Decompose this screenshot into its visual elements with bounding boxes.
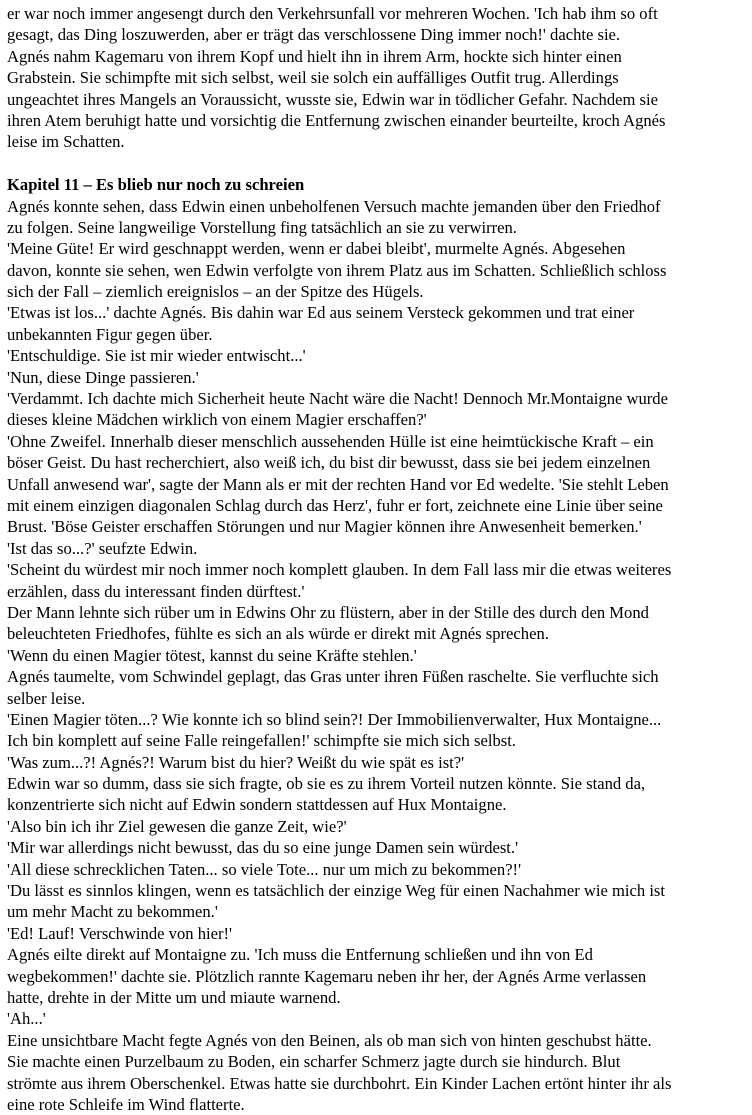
body-text-line: Brust. 'Böse Geister erschaffen Störungen und nur Magier können ihre Anwesenheit bemerken.'	[7, 517, 642, 537]
body-text-line: 'Scheint du würdest mir noch immer noch komplett glauben. In dem Fall lass mir die etwas weiteres	[7, 560, 672, 580]
body-text-line: beleuchteten Friedhofes, fühlte es sich an als würde er direkt mit Agnés sprechen.	[7, 624, 549, 644]
body-text-line: hatte, drehte in der Mitte um und miaute warnend.	[7, 987, 341, 1007]
body-text-line: Eine unsichtbare Macht fegte Agnés von den Beinen, als ob man sich von hinten geschubst hätte.	[7, 1030, 652, 1050]
body-text-line: 'Meine Güte! Er wird geschnappt werden, wenn er dabei bleibt', murmelte Agnés. Abgesehen	[7, 239, 626, 259]
body-text-line: 'Einen Magier töten...? Wie konnte ich so blind sein?! Der Immobilienverwalter, Hux Montaigne...	[7, 709, 662, 729]
body-text-line: Agnés taumelte, vom Schwindel geplagt, das Gras unter ihren Füßen raschelte. Sie verfluchte sich	[7, 667, 659, 687]
intro-paragraph	[7, 3, 747, 153]
intro-text-line: Grabstein. Sie schimpfte mit sich selbst, weil sie solch ein auffälliges Outfit trug. Allerdings	[7, 68, 619, 88]
body-text-line: Unfall anwesend war', sagte der Mann als er mit der rechten Hand vor Ed wedelte. 'Sie stehlt Leben	[7, 474, 669, 494]
body-text-line: 'Entschuldige. Sie ist mir wieder entwischt...'	[7, 346, 306, 366]
intro-text-line: er war noch immer angesengt durch den Verkehrsunfall vor mehreren Wochen. 'Ich hab ihm so oft	[7, 4, 658, 23]
body-text-line: 'Also bin ich ihr Ziel gewesen die ganze Zeit, wie?'	[7, 816, 347, 836]
body-text-line: Agnés eilte direkt auf Montaigne zu. 'Ich muss die Entfernung schließen und ihn von Ed	[7, 945, 593, 965]
intro-text-line: Agnés nahm Kagemaru von ihrem Kopf und hielt ihn in ihrem Arm, hockte sich hinter einen	[7, 46, 622, 66]
body-text-line: Der Mann lehnte sich rüber um in Edwins Ohr zu flüstern, aber in der Stille des durch den Mond	[7, 602, 649, 622]
intro-text-line: leise im Schatten.	[7, 132, 125, 152]
body-text-line: böser Geist. Du hast recherchiert, also weiß ich, du bist dir bewusst, dass sie bei jedem einzelnen	[7, 453, 651, 473]
intro-text-line: gesagt, das Ding loszuwerden, aber er trägt das verschlossene Ding immer noch!' dachte sie.	[7, 25, 621, 45]
body-text-line: davon, konnte sie sehen, wen Edwin verfolgte von ihrem Platz aus im Schatten. Schließlich schloss	[7, 260, 667, 280]
body-text-line: eine rote Schleife im Wind flatterte.	[7, 1094, 245, 1114]
body-text-line: dieses kleine Mädchen wirklich von einem Magier erschaffen?'	[7, 410, 427, 430]
body-text-line: um mehr Macht zu bekommen.'	[7, 902, 218, 922]
chapter-title: Kapitel 11 – Es blieb nur noch zu schreien	[7, 175, 305, 195]
body-text-line: 'All diese schrecklichen Taten... so viele Tote... nur um mich zu bekommen?!'	[7, 859, 522, 879]
body-text-line: sich der Fall – ziemlich ereignislos – an der Spitze des Hügels.	[7, 282, 424, 302]
body-text-line: 'Etwas ist los...' dachte Agnés. Bis dahin war Ed aus seinem Versteck gekommen und trat einer	[7, 303, 635, 323]
body-text-line: 'Ohne Zweifel. Innerhalb dieser menschlich aussehenden Hülle ist eine heimtückische Kraft – ein	[7, 431, 654, 451]
body-text-line: 'Ist das so...?' seufzte Edwin.	[7, 538, 198, 558]
body-text-line: Edwin war so dumm, dass sie sich fragte, ob sie es zu ihrem Vorteil nutzen könnte. Sie stand da,	[7, 774, 646, 794]
body-text-line: 'Nun, diese Dinge passieren.'	[7, 367, 199, 387]
paragraph-gap	[7, 153, 747, 174]
body-text-line: 'Ed! Lauf! Verschwinde von hier!'	[7, 923, 233, 943]
body-text-line: Sie machte einen Purzelbaum zu Boden, ein scharfer Schmerz jagte durch sie hindurch. Blut	[7, 1052, 621, 1072]
document-page	[7, 3, 747, 1115]
body-text-line: 'Was zum...?! Agnés?! Warum bist du hier? Weißt du wie spät es ist?'	[7, 752, 465, 772]
body-text-line: 'Wenn du einen Magier tötest, kannst du seine Kräfte stehlen.'	[7, 645, 417, 665]
body-text-line: Ich bin komplett auf seine Falle reingefallen!' schimpfte sie mich sich selbst.	[7, 731, 516, 751]
intro-text-line: ungeachtet ihres Mangels an Voraussicht, wusste sie, Edwin war in tödlicher Gefahr. Nachdem sie	[7, 89, 658, 109]
body-text-line: 'Ah...'	[7, 1009, 46, 1029]
body-text-line: konzentrierte sich nicht auf Edwin sondern stattdessen auf Hux Montaigne.	[7, 795, 507, 815]
body-text-line: 'Du lässt es sinnlos klingen, wenn es tatsächlich der einzige Weg für einen Nachahmer wie mich ist	[7, 881, 665, 901]
body-text-line: 'Mir war allerdings nicht bewusst, das du so eine junge Damen sein würdest.'	[7, 838, 519, 858]
body-text-line: unbekannten Figur gegen über.	[7, 324, 213, 344]
body-text-line: selber leise.	[7, 688, 86, 708]
chapter-body	[7, 196, 747, 1115]
body-text-line: erzählen, dass du interessant finden dürftest.'	[7, 581, 305, 601]
intro-text-line: ihren Atem beruhigt hatte und vorsichtig die Entfernung zwischen einander beurteilte, kroch Agnés	[7, 110, 666, 130]
body-text-line: 'Verdammt. Ich dachte mich Sicherheit heute Nacht wäre die Nacht! Dennoch Mr.Montaigne wurde	[7, 389, 668, 409]
body-text-line: wegbekommen!' dachte sie. Plötzlich rannte Kagemaru neben ihr her, der Agnés Arme verlassen	[7, 966, 647, 986]
body-text-line: zu folgen. Seine langweilige Vorstellung fing tatsächlich an sie zu verwirren.	[7, 217, 517, 237]
body-text-line: mit einem einzigen diagonalen Schlag durch das Herz', fuhr er fort, zeichnete eine Linie über seine	[7, 496, 663, 515]
body-text-line: Agnés konnte sehen, dass Edwin einen unbeholfenen Versuch machte jemanden über den Friedhof	[7, 196, 661, 216]
body-text-line: strömte aus ihrem Oberschenkel. Etwas hatte sie durchbohrt. Ein Kinder Lachen ertönt hinter ihr als	[7, 1073, 672, 1093]
